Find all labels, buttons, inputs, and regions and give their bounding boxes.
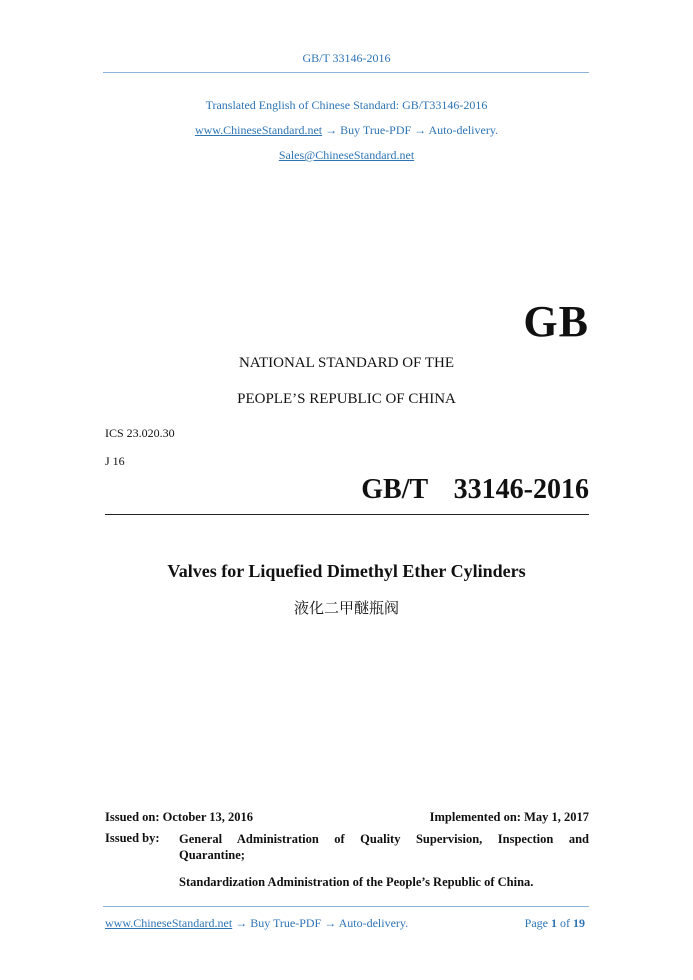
arrow-right-icon: → xyxy=(324,916,337,930)
arrow-right-icon: → xyxy=(325,123,338,137)
issued-by-line2: Quarantine; xyxy=(179,848,245,862)
email-link[interactable]: Sales@ChineseStandard.net xyxy=(278,148,415,162)
running-header: GB/T 33146-2016 xyxy=(302,51,391,65)
issued-by-line3: Standardization Administration of the People’s Republic of China. xyxy=(179,875,534,889)
title-english: Valves for Liquefied Dimethyl Ether Cylinders xyxy=(167,561,526,581)
issued-by-row xyxy=(105,831,589,848)
code-divider xyxy=(105,514,589,515)
national-standard-line2: PEOPLE’S REPUBLIC OF CHINA xyxy=(237,391,456,407)
buy-pdf-text: Buy True-PDF xyxy=(340,123,412,137)
footer-promo xyxy=(105,916,408,931)
standard-code: GB/T 33146-2016 xyxy=(361,474,589,505)
page-number xyxy=(525,916,585,931)
delivery-text: Auto-delivery. xyxy=(428,123,499,137)
translation-notice: Translated English of Chinese Standard: GB/T33146-2016 xyxy=(205,98,488,112)
promo-line xyxy=(0,123,693,138)
implemented-on: Implemented on: May 1, 2017 xyxy=(429,810,589,824)
arrow-right-icon: → xyxy=(235,916,248,930)
page-current: 1 xyxy=(551,916,557,930)
issued-by-label: Issued by: xyxy=(105,831,160,845)
footer-divider xyxy=(103,906,589,907)
footer-buy-text: Buy True-PDF xyxy=(250,916,322,930)
footer-delivery-text: Auto-delivery. xyxy=(338,916,409,930)
page-label: Page xyxy=(524,916,548,930)
page-of: of xyxy=(560,916,570,930)
page-total: 19 xyxy=(573,916,585,930)
email-line xyxy=(0,148,693,163)
site-link[interactable]: www.ChineseStandard.net xyxy=(194,123,323,137)
issued-by-line1: General Administration of Quality Supervision, Inspection and xyxy=(179,832,589,846)
national-standard-line1: NATIONAL STANDARD OF THE xyxy=(238,355,455,371)
arrow-right-icon: → xyxy=(414,123,427,137)
ics-code: ICS 23.020.30 xyxy=(105,426,175,440)
ccs-code: J 16 xyxy=(105,454,125,468)
gb-mark: GB xyxy=(523,297,589,346)
issued-on: Issued on: October 13, 2016 xyxy=(105,810,254,824)
footer-site-link[interactable]: www.ChineseStandard.net xyxy=(105,916,233,930)
header-divider xyxy=(103,72,589,73)
title-chinese: 液化二甲醚瓶阀 xyxy=(293,599,399,617)
